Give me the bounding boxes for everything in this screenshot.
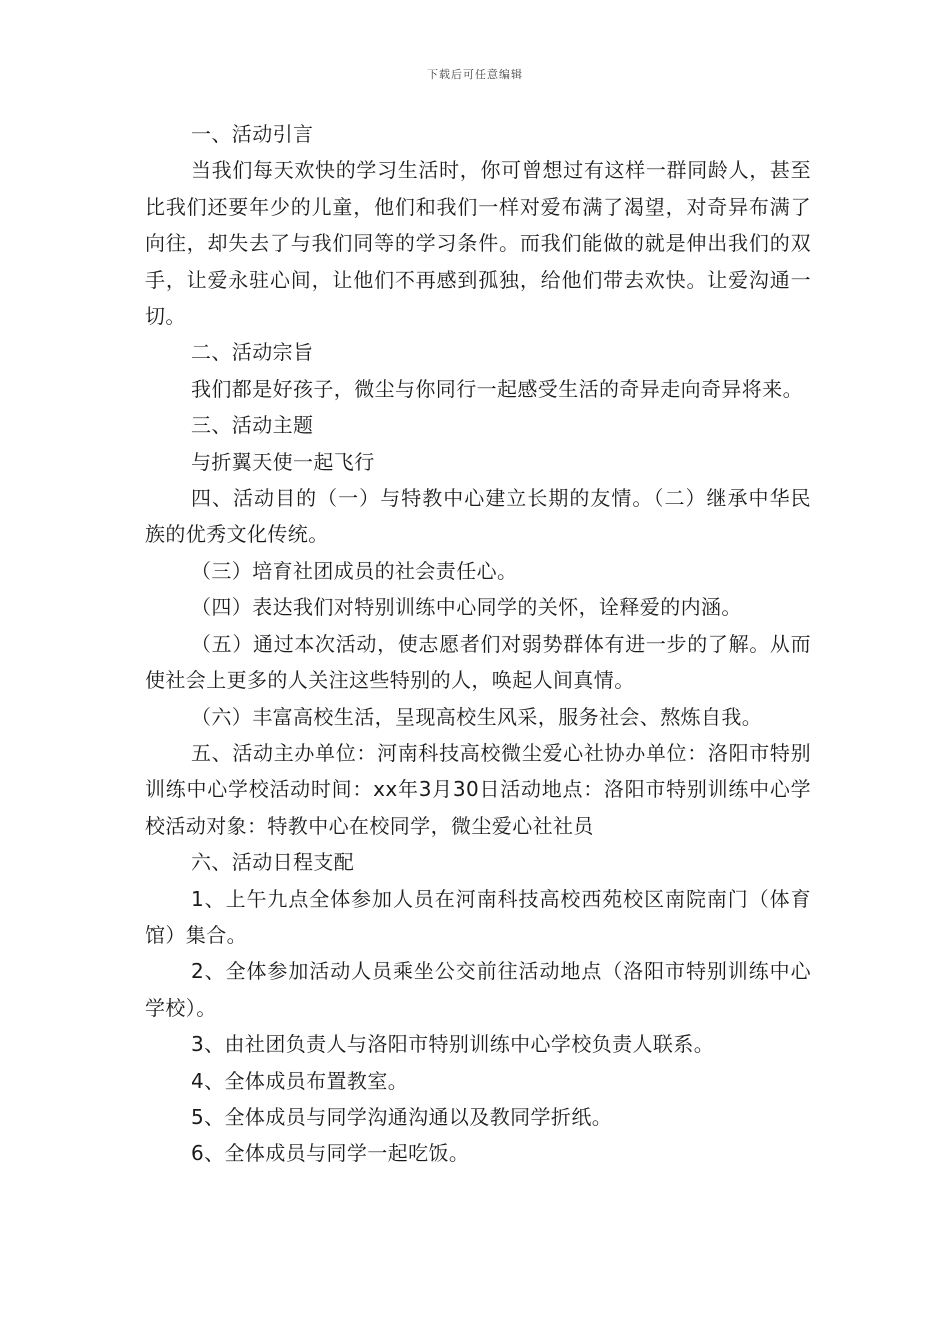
paragraph-goal-6: （六）丰富高校生活，呈现高校生风采，服务社会、熬炼自我。 [191,704,763,729]
section-heading-schedule: 六、活动日程支配 [191,850,355,875]
schedule-item-2: 2、全体参加活动人员乘坐公交前往活动地点（洛阳市特别训练中心学校）。 [145,959,811,1020]
document-body [145,116,811,1172]
section-heading-intro: 一、活动引言 [191,122,314,146]
section-heading-purpose: 二、活动宗旨 [191,340,314,365]
paragraph-goal-4: （四）表达我们对特别训练中心同学的关怀，诠释爱的内涵。 [191,595,742,620]
schedule-item-6: 6、全体成员与同学一起吃饭。 [191,1141,470,1166]
schedule-item-1: 1、上午九点全体参加人员在河南科技高校西苑校区南院南门（体育馆）集合。 [145,886,811,947]
schedule-item-5: 5、全体成员与同学沟通沟通以及教同学折纸。 [191,1104,613,1129]
section-heading-theme: 三、活动主题 [191,413,314,438]
schedule-item-3: 3、由社团负责人与洛阳市特别训练中心学校负责人联系。 [191,1032,715,1057]
paragraph-intro: 当我们每天欢快的学习生活时，你可曾想过有这样一群同龄人，甚至比我们还要年少的儿童，他们和我们一样对爱布满了渴望，对奇异布满了向往，却失去了与我们同等的学习条件。而我们能做的就是伸出我们的双手，让爱永驻心间，让他们不再感到孤独，给他们带去欢快。让爱沟通一切。 [145,158,811,329]
paragraph-theme: 与折翼天使一起飞行 [191,449,375,474]
paragraph-goal-5: （五）通过本次活动，使志愿者们对弱势群体有进一步的了解。从而使社会上更多的人关注这些特别的人，唤起人间真情。 [145,631,811,693]
paragraph-goal-3: （三）培育社团成员的社会责任心。 [191,558,518,583]
paragraph-organizers: 五、活动主办单位：河南科技高校微尘爱心社协办单位：洛阳市特别训练中心学校活动时间：xx年3月30日活动地点：洛阳市特别训练中心学校活动对象：特教中心在校同学，微尘爱心社社员 [145,740,811,838]
header-note: 下载后可任意编辑 [427,68,523,81]
paragraph-goals: 四、活动目的（一）与特教中心建立长期的友情。（二）继承中华民族的优秀文化传统。 [145,486,811,547]
schedule-item-4: 4、全体成员布置教室。 [191,1068,409,1093]
paragraph-purpose: 我们都是好孩子，微尘与你同行一起感受生活的奇异走向奇异将来。 [191,376,803,401]
